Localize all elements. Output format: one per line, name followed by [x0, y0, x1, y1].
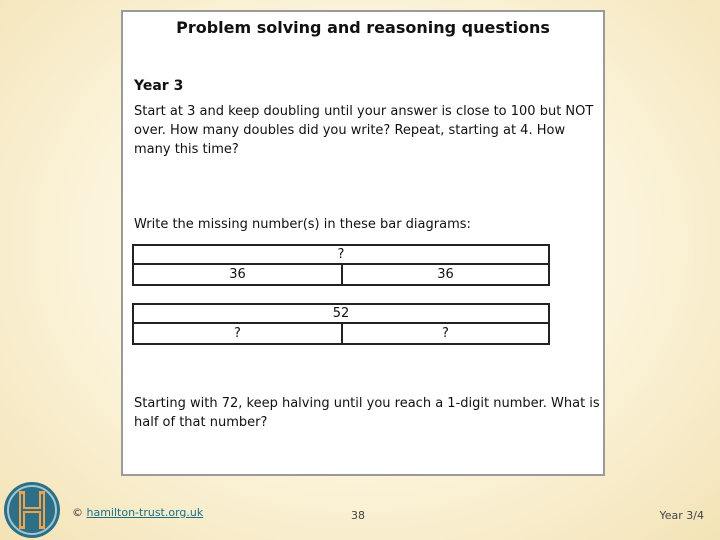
bar-diagram-2-part-right-value: ? — [442, 326, 449, 341]
bar-diagram-2-part-right — [343, 324, 548, 343]
question-halving: Starting with 72, keep halving until you reach a 1-digit number. What is half of that number? — [134, 396, 600, 430]
copyright-link[interactable] — [72, 506, 203, 519]
question-doubling: Start at 3 and keep doubling until your answer is close to 100 but NOT over. How many doubles did you write? Repeat, starting at 4. How many this time? — [134, 104, 594, 157]
year-tag: Year 3/4 — [659, 509, 704, 522]
copyright-symbol: © — [72, 506, 83, 519]
bar-diagram-2-total-value: 52 — [332, 306, 350, 321]
bar-diagram-1-part-right-value: 36 — [437, 267, 454, 282]
hamilton-trust-link[interactable]: hamilton-trust.org.uk — [86, 506, 204, 519]
year-heading: Year 3 — [134, 78, 184, 94]
bar-diagram-2-part-left-value: ? — [234, 326, 241, 341]
question-bar-diagrams: Write the missing number(s) in these bar diagrams: — [134, 217, 471, 232]
bar-diagram-2 — [132, 303, 550, 345]
page-number: 38 — [351, 509, 365, 522]
bar-diagram-1-part-left-value: 36 — [229, 267, 246, 282]
bar-diagram-1-total-value: ? — [337, 247, 345, 262]
bar-diagram-1-part-left — [134, 265, 341, 284]
bar-diagram-2-total — [134, 305, 548, 324]
bar-diagram-1-part-right — [343, 265, 548, 284]
bar-diagram-1 — [132, 244, 550, 286]
question-card — [121, 10, 605, 476]
bar-diagram-2-part-left — [134, 324, 341, 343]
bar-diagram-1-total — [134, 246, 548, 265]
hamilton-logo — [4, 482, 60, 538]
hamilton-logo-icon — [4, 482, 60, 538]
page-title: Problem solving and reasoning questions — [176, 18, 550, 37]
